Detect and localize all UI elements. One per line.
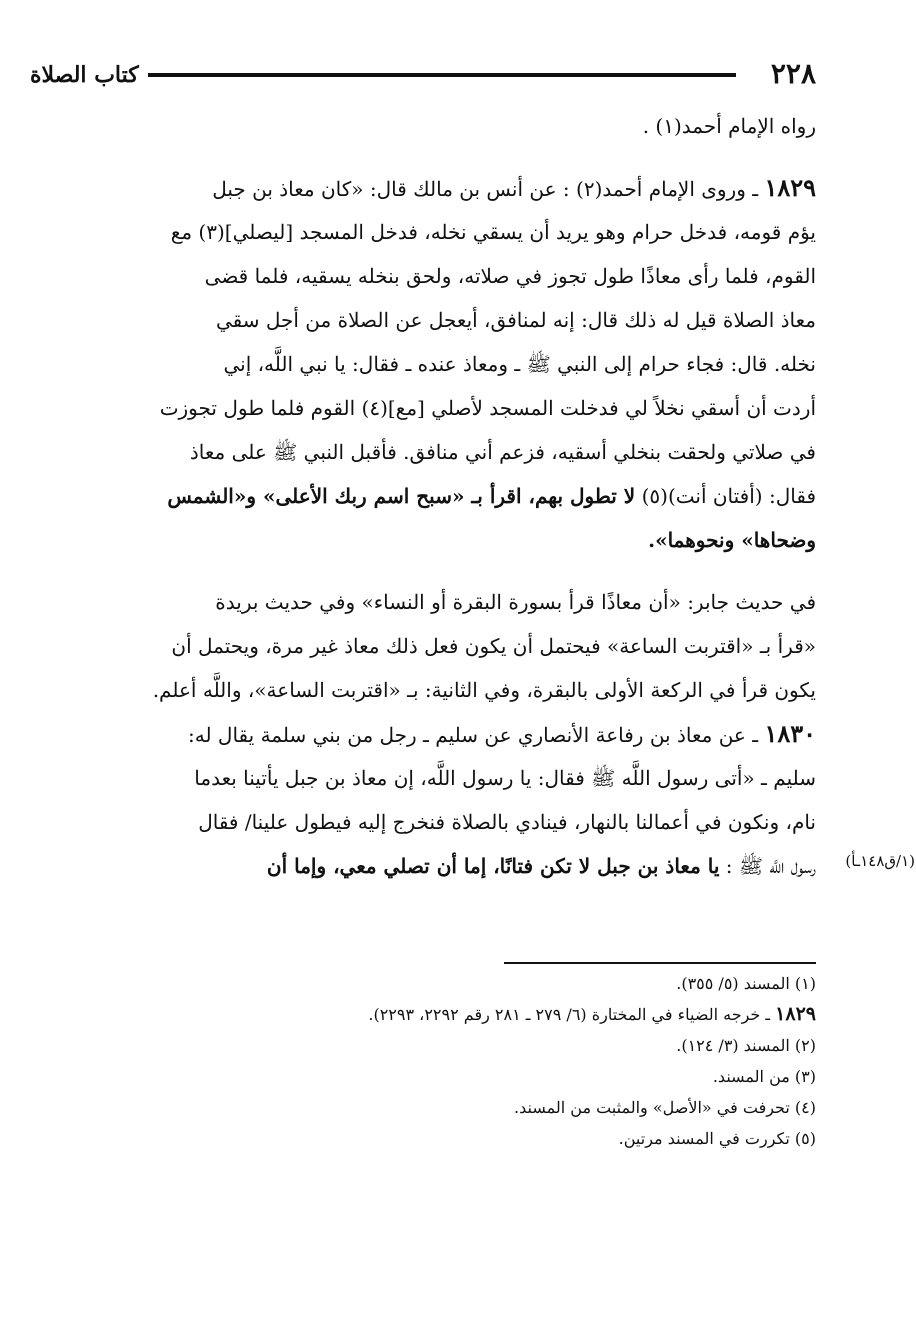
- text-segment: ـ وروى الإمام أحمد(٢) : عن أنس بن مالك قال: «كان معاذ بن جبل: [212, 177, 759, 201]
- text-line: معاذ الصلاة قيل له ذلك قال: إنه لمنافق، أيعجل عن الصلاة من أجل سقي: [215, 308, 816, 332]
- commentary-paragraph: [104, 580, 816, 712]
- hadith-1830: [104, 712, 816, 888]
- text-line: نام، ونكون في أعمالنا بالنهار، فينادي بالصلاة فنخرج إليه فيطول علينا/ فقال: [198, 810, 816, 834]
- manuscript-folio-note: (١/ق١٤٨ـأ): [845, 852, 915, 870]
- book-title: كتاب الصلاة: [30, 62, 139, 88]
- text-segment: ـ عن معاذ بن رفاعة الأنصاري عن سليم ـ رجل من بني سلمة يقال له:: [188, 723, 759, 747]
- text-segment: ـ خرجه الضياء في المختارة (٦/ ٢٧٩ ـ ٢٨١ رقم ٢٢٩٢، ٢٢٩٣).: [368, 1005, 771, 1024]
- footnote: (٣) من المسند.: [712, 1067, 816, 1086]
- hadith-number: ١٨٣٠: [764, 719, 816, 748]
- page-number: ٢٢٨: [770, 57, 816, 90]
- text-line: في حديث جابر: «أن معاذًا قرأ بسورة البقرة أو النساء» وفي حديث بريدة: [215, 590, 816, 614]
- paragraph-gap: [104, 562, 816, 580]
- header-rule: [148, 73, 736, 77]
- text-line: [104, 844, 816, 888]
- text-line: رواه الإمام أحمد(١) .: [642, 114, 816, 138]
- hadith-1829: [104, 166, 816, 562]
- main-text: [104, 104, 816, 888]
- text-line: [104, 712, 816, 756]
- text-line: نخله. قال: فجاء حرام إلى النبي ﷺ ـ ومعاذ عنده ـ فقال: يا نبي اللَّه، إني: [223, 352, 816, 376]
- text-line: [104, 166, 816, 210]
- prophetic-saying: يا معاذ بن جبل لا تكن فتانًا، إما أن تصلي معي، وإما أن: [266, 854, 720, 878]
- text-line: يكون قرأ في الركعة الأولى بالبقرة، وفي الثانية: بـ «اقتربت الساعة»، واللَّه أعلم.: [152, 678, 816, 702]
- text-line: القوم، فلما رأى معاذًا طول تجوز في صلاته، ولحق بنخله يسقيه، فلما قضى: [204, 264, 816, 288]
- text-line: [104, 474, 816, 518]
- text-segment: فقال: (أفتان أنت)(٥): [641, 484, 816, 508]
- prophetic-saying: لا تطول بهم، اقرأ بـ «سبح اسم ربك الأعلى» و«الشمس: [167, 484, 636, 508]
- footnote: [104, 999, 816, 1030]
- text-line: أردت أن أسقي نخلاً لي فدخلت المسجد لأصلي [مع](٤) القوم فلما طول تجوزت: [159, 396, 816, 420]
- page-header: [30, 58, 816, 98]
- footnote: (٤) تحرفت في «الأصل» والمثبت من المسند.: [514, 1098, 816, 1117]
- text-line: يؤم قومه، فدخل حرام وهو يريد أن يسقي نخله، فدخل المسجد [ليصلي](٣) مع: [170, 220, 816, 244]
- paragraph-gap: [104, 148, 816, 166]
- footnote-separator: [504, 962, 816, 964]
- footnote: (٥) تكررت في المسند مرتين.: [618, 1129, 816, 1148]
- footnote: (١) المسند (٥/ ٣٥٥).: [676, 974, 816, 993]
- hadith-number: ١٨٢٩: [775, 1003, 816, 1025]
- text-line: في صلاتي ولحقت بنخلي أسقيه، فزعم أني منافق. فأقبل النبي ﷺ على معاذ: [189, 440, 816, 464]
- hadith-number: ١٨٢٩: [764, 173, 816, 202]
- prophetic-saying: وضحاها» ونحوهما».: [648, 528, 816, 552]
- text-segment: رسول اللَّه ﷺ :: [725, 854, 816, 878]
- footnote: (٢) المسند (٣/ ١٢٤).: [676, 1036, 816, 1055]
- footnotes: [104, 968, 816, 1154]
- text-line: سليم ـ «أتى رسول اللَّه ﷺ فقال: يا رسول اللَّه، إن معاذ بن جبل يأتينا بعدما: [194, 766, 816, 790]
- text-line: «قرأ بـ «اقتربت الساعة» فيحتمل أن يكون فعل ذلك معاذ غير مرة، ويحتمل أن: [171, 634, 816, 658]
